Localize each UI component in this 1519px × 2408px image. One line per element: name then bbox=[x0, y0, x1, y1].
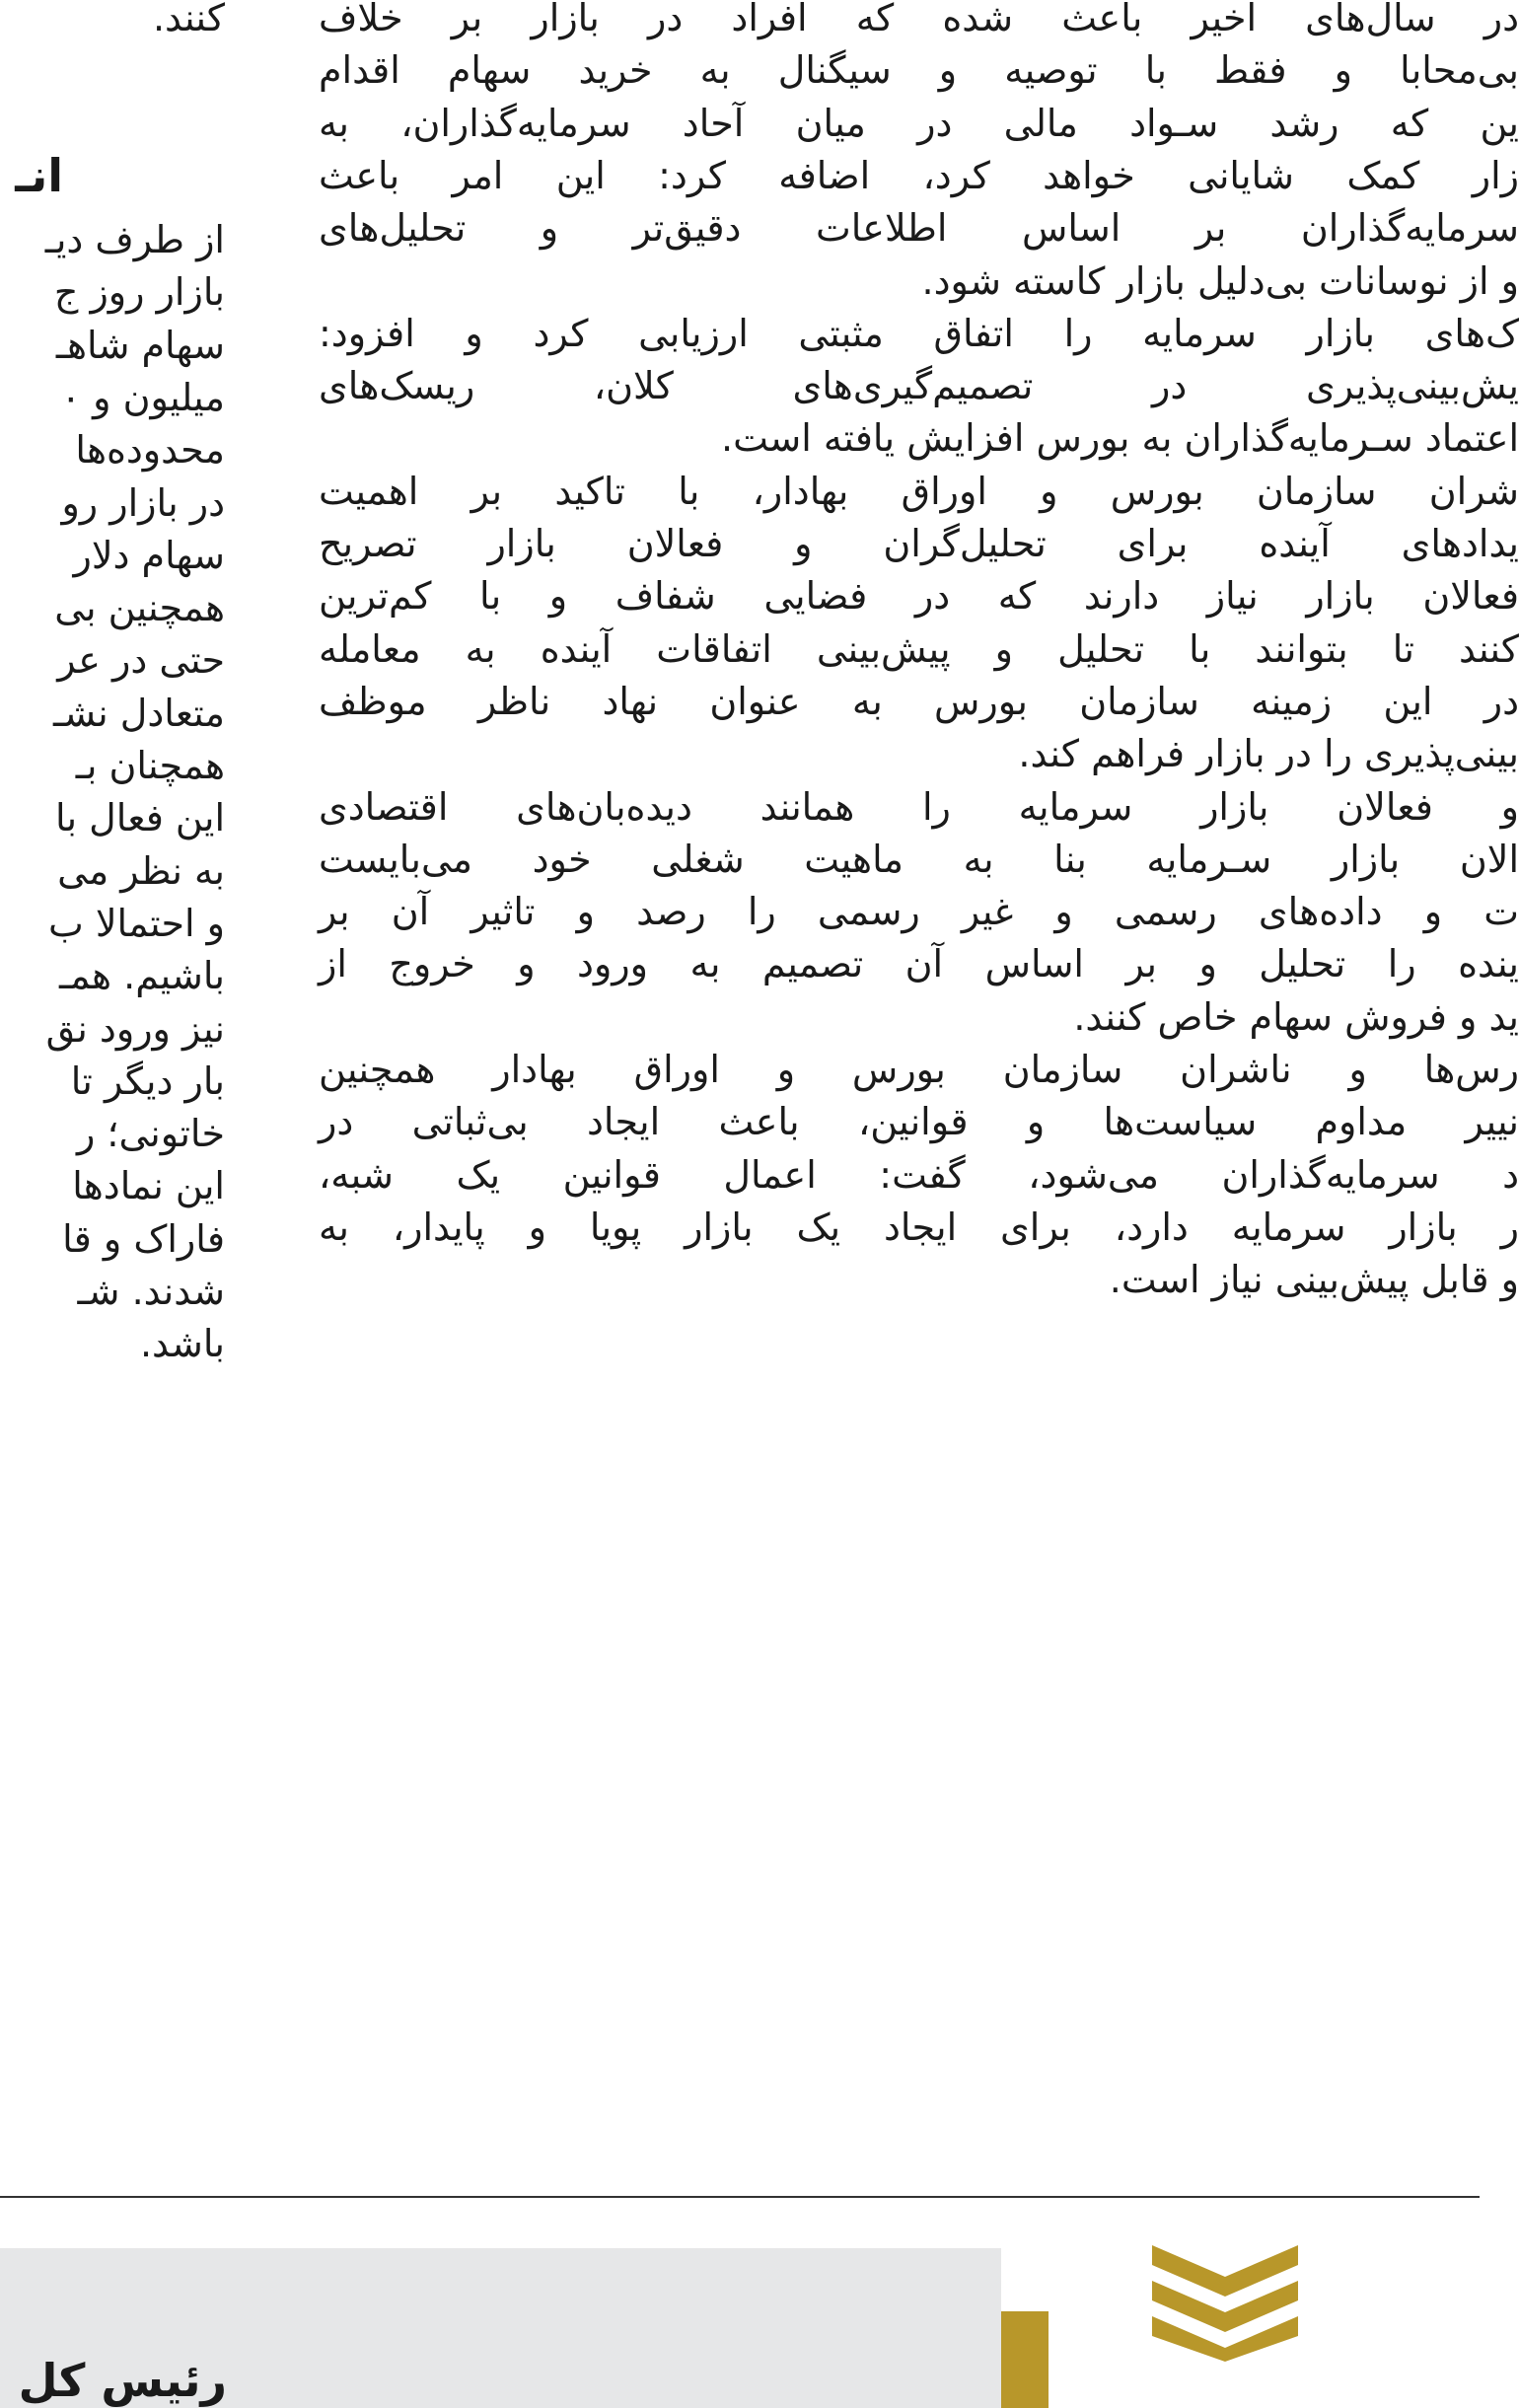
left-column-line: خاتونی؛ ر bbox=[76, 1112, 225, 1156]
left-column-line: از طرف دیـ bbox=[44, 218, 225, 261]
left-column-line: نیز ورود نق bbox=[45, 1006, 225, 1051]
left-column-line: باشد. bbox=[139, 1322, 225, 1366]
right-column-line: و از نوسانات بی‌دلیل بازار کاسته شود. bbox=[921, 258, 1519, 303]
right-column-line: نییر مداوم سیاست‌ها و قوانین، باعث ایجاد بی‌ثباتی در bbox=[319, 1100, 1519, 1144]
right-column bbox=[319, 0, 1519, 2091]
right-column-line: فعالان بازار نیاز دارند که در فضایی شفاف و با کم‌ترین bbox=[319, 574, 1519, 619]
right-column-line: بی‌محابا و فقط با توصیه و سیگنال به خرید سهام اقدام bbox=[319, 48, 1519, 93]
left-column-line: میلیون و ۰ bbox=[60, 375, 225, 419]
gold-accent-bar bbox=[1001, 2311, 1049, 2408]
left-column-line: در بازار رو bbox=[61, 480, 225, 525]
right-column-line: شران سازمان بورس و اوراق بهادار، با تاکید بر اهمیت bbox=[319, 469, 1519, 513]
left-column-line: محدوده‌ها bbox=[75, 428, 225, 473]
left-column-line: به نظر می bbox=[57, 848, 225, 893]
right-column-line: و قابل پیش‌بینی نیاز است. bbox=[1109, 1258, 1519, 1302]
section-divider bbox=[0, 2196, 1480, 2198]
right-column-line: ین که رشد سـواد مالی در میان آحاد سرمایه‌گذاران، به bbox=[319, 101, 1519, 145]
right-column-line: ینده را تحلیل و بر اساس آن تصمیم به ورود و خروج از bbox=[319, 942, 1519, 986]
right-column-line: ک‌های بازار سرمایه را اتفاق مثبتی ارزیابی کرد و افزود: bbox=[319, 311, 1519, 355]
right-column-line: در این زمینه سازمان بورس به عنوان نهاد ناظر موظف bbox=[319, 679, 1519, 723]
left-column-line: همچنین بی bbox=[54, 586, 225, 630]
left-column-line: این فعال با bbox=[54, 796, 225, 840]
left-column-line: و احتمالا ب bbox=[47, 901, 225, 945]
left-column-line: بار دیگر تا bbox=[70, 1058, 225, 1103]
right-column-line: ر بازار سرمایه دارد، برای ایجاد یک بازار پویا و پایدار، به bbox=[319, 1204, 1519, 1249]
left-column-line: کنند. bbox=[152, 0, 225, 39]
left-column-line: شدند. شـ bbox=[77, 1270, 225, 1313]
left-column-line: بازار روز ج bbox=[53, 270, 225, 315]
right-column-line: زار کمک شایانی خواهد کرد، اضافه کرد: این امر باعث bbox=[319, 153, 1519, 197]
left-column-line: باشیم. همـ bbox=[58, 954, 225, 998]
left-column-line: حتی در عر bbox=[57, 638, 225, 683]
chevron-logo-icon bbox=[1152, 2243, 1298, 2362]
left-column-line: این نمادها bbox=[72, 1164, 225, 1208]
right-column-line: بینی‌پذیری را در بازار فراهم کند. bbox=[1018, 732, 1519, 776]
left-column-line: سهام دلار bbox=[73, 533, 225, 577]
right-column-line: یش‌بینی‌پذیری در تصمیم‌گیری‌های کلان، ریسک‌های bbox=[319, 364, 1519, 408]
left-column-line: متعادل نشـ bbox=[53, 691, 225, 735]
right-column-line: در سال‌های اخیر باعث شده که افراد در بازار بر خلاف bbox=[319, 0, 1519, 39]
right-column-line: د سرمایه‌گذاران می‌شود، گفت: اعمال قوانین یک شبه، bbox=[319, 1152, 1519, 1197]
left-column-line: فاراک و قا bbox=[62, 1216, 225, 1261]
right-column-line: الان بازار سـرمایه بنا به ماهیت شغلی خود می‌بایست bbox=[319, 837, 1519, 881]
right-column-line: سرمایه‌گذاران بر اساس اطلاعات دقیق‌تر و تحلیل‌های bbox=[319, 206, 1519, 251]
right-column-line: یدادهای آینده برای تحلیل‌گران و فعالان بازار تصریح bbox=[319, 522, 1519, 565]
bottom-article-title: رئیس کل bbox=[18, 2354, 227, 2407]
right-column-line: اعتماد سـرمایه‌گذاران به بورس افزایش یافته است. bbox=[721, 416, 1519, 461]
right-column-line: ت و داده‌های رسمی و غیر رسمی را رصد و تاثیر آن بر bbox=[319, 890, 1519, 934]
right-column-line: کنند تا بتوانند با تحلیل و پیش‌بینی اتفاقات آینده به معامله bbox=[319, 626, 1519, 671]
left-column-line: همچنان بـ bbox=[75, 744, 225, 787]
left-column bbox=[0, 0, 225, 2200]
right-column-line: ید و فروش سهام خاص کنند. bbox=[1073, 994, 1519, 1039]
right-column-line: رس‌ها و ناشران سازمان بورس و اوراق بهادار همچنین bbox=[319, 1048, 1519, 1091]
left-column-heading: انـ bbox=[15, 149, 63, 202]
left-column-line: سهام شاهـ bbox=[55, 323, 225, 367]
right-column-line: و فعالان بازار سرمایه را همانند دیده‌بان‌های اقتصادی bbox=[319, 784, 1519, 829]
